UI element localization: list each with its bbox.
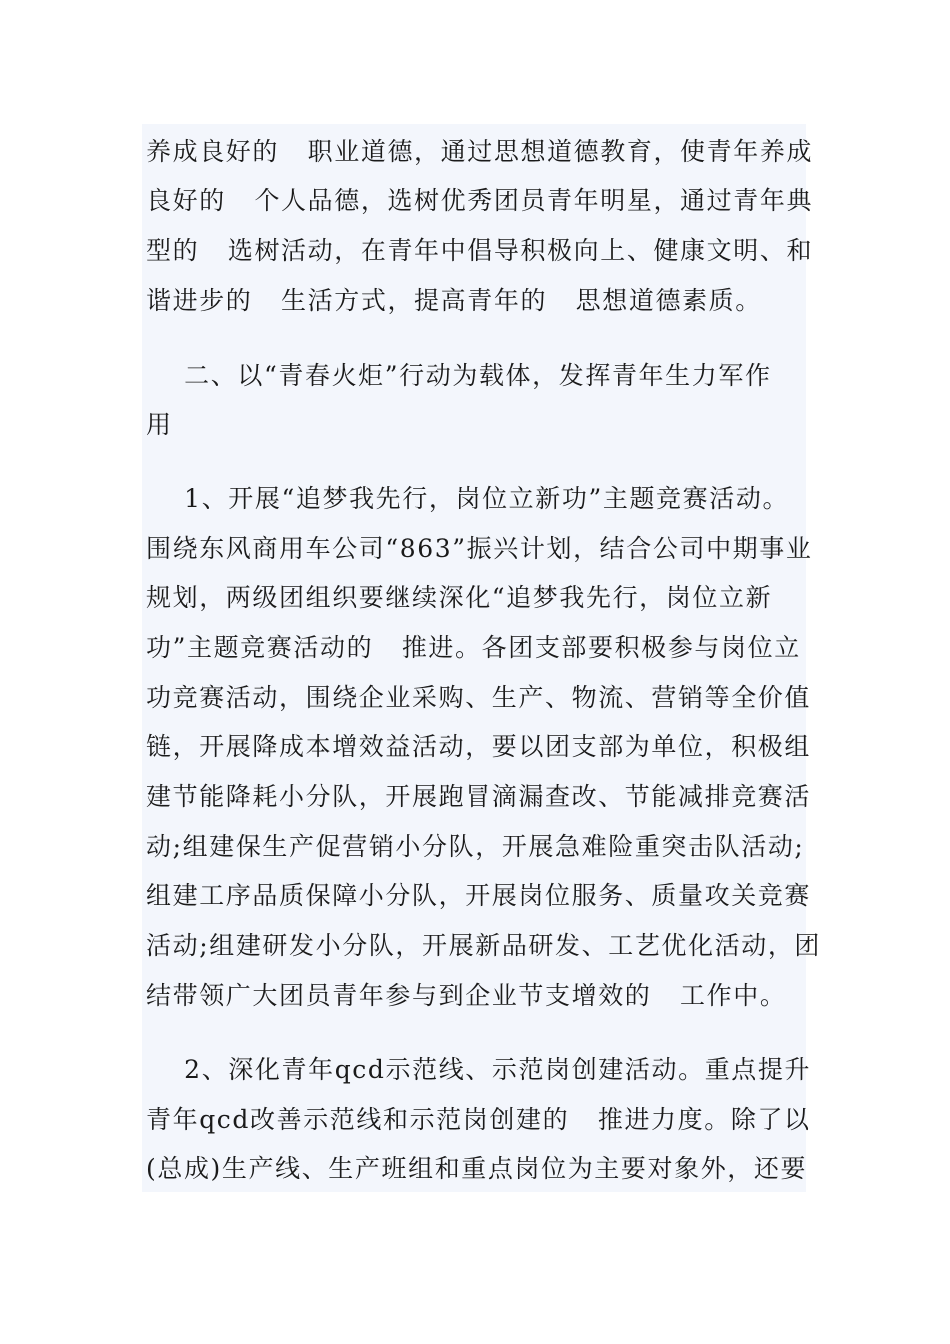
body-text-line: 养成良好的 职业道德，通过思想道德教育，使青年养成 xyxy=(146,137,814,166)
body-text-line: 结带领广大团员青年参与到企业节支增效的 工作中。 xyxy=(146,981,787,1010)
body-text-line: 谐进步的 生活方式，提高青年的 思想道德素质。 xyxy=(146,286,762,315)
body-text-line: 建节能降耗小分队，开展跑冒滴漏查改、节能减排竞赛活 xyxy=(146,782,812,811)
body-text-line: 规划，两级团组织要继续深化“追梦我先行，岗位立新 xyxy=(146,583,773,612)
body-text-line: 良好的 个人品德，选树优秀团员青年明星，通过青年典 xyxy=(146,186,814,215)
body-text-line: 型的 选树活动，在青年中倡导积极向上、健康文明、和 xyxy=(146,236,814,265)
body-text-line: 围绕东风商用车公司“863”振兴计划，结合公司中期事业 xyxy=(146,534,813,563)
section-heading-line: 用 xyxy=(146,410,173,439)
body-text-line: 2、深化青年qcd示范线、示范岗创建活动。重点提升 xyxy=(146,1055,812,1084)
body-text-line: (总成)生产线、生产班组和重点岗位为主要对象外，还要 xyxy=(146,1154,808,1183)
body-text-line: 活动;组建研发小分队，开展新品研发、工艺优化活动，团 xyxy=(146,931,822,960)
body-text-line: 功”主题竞赛活动的 推进。各团支部要积极参与岗位立 xyxy=(146,633,801,662)
section-heading-line: 二、以“青春火炬”行动为载体，发挥青年生力军作 xyxy=(146,361,772,390)
body-text-line: 青年qcd改善示范线和示范岗创建的 推进力度。除了以 xyxy=(146,1105,811,1134)
body-text-line: 1、开展“追梦我先行，岗位立新功”主题竞赛活动。 xyxy=(146,484,790,513)
body-text-line: 链，开展降成本增效益活动，要以团支部为单位，积极组 xyxy=(146,732,812,761)
body-text-line: 功竞赛活动，围绕企业采购、生产、物流、营销等全价值 xyxy=(146,683,812,712)
body-text-line: 动;组建保生产促营销小分队，开展急难险重突击队活动; xyxy=(146,832,805,861)
body-text-line: 组建工序品质保障小分队，开展岗位服务、质量攻关竞赛 xyxy=(146,881,812,910)
